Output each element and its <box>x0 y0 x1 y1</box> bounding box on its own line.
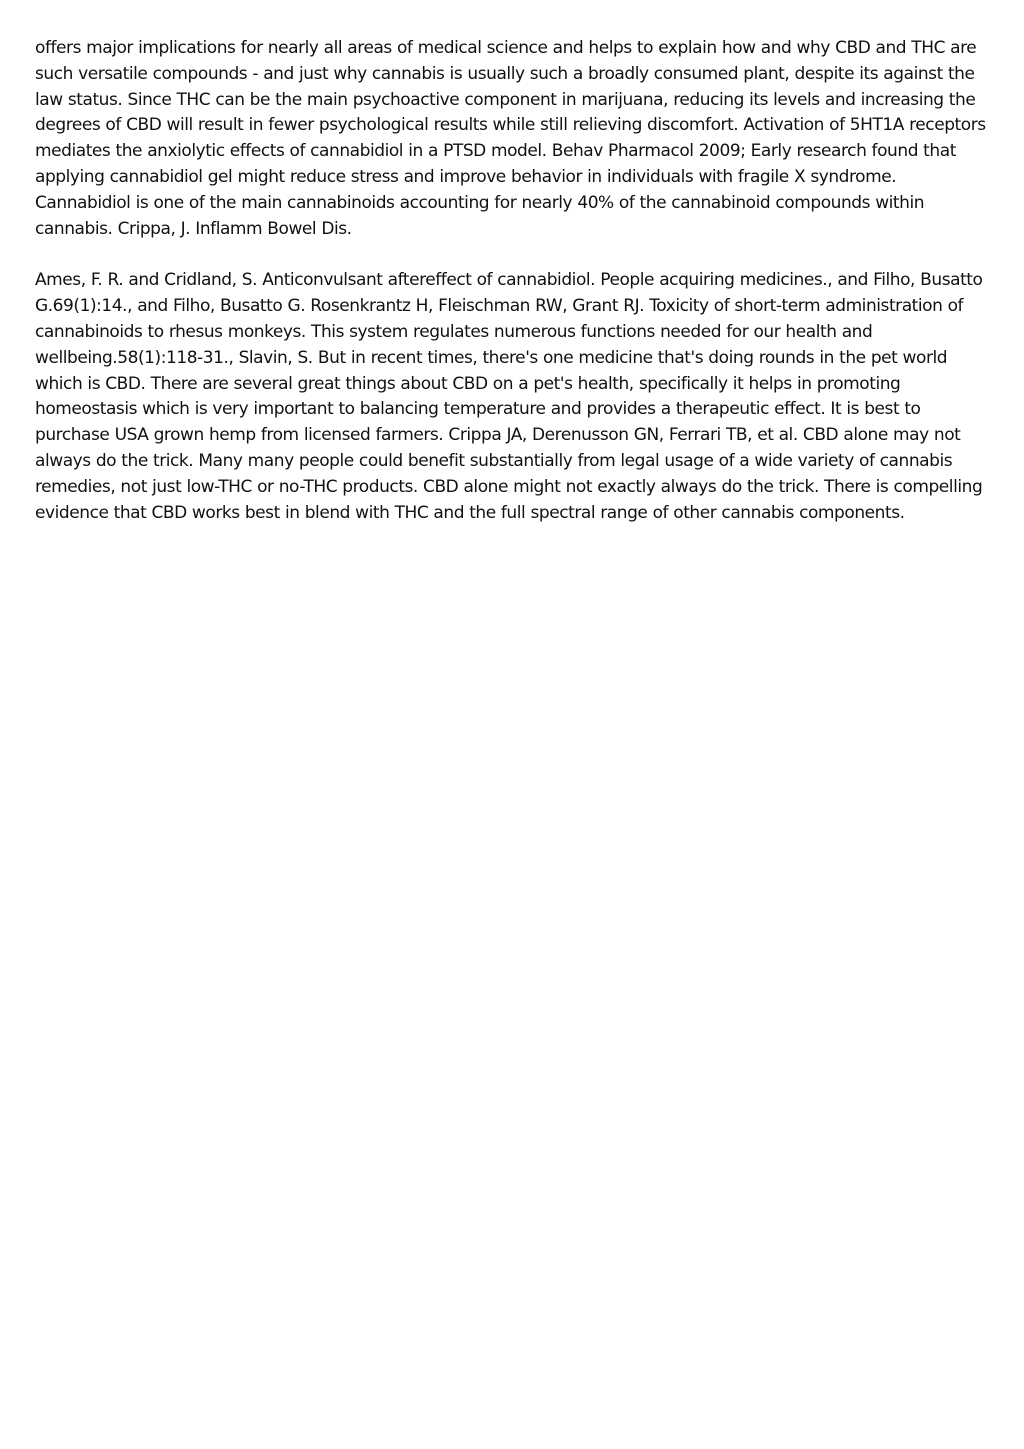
document-body <box>35 36 995 552</box>
paragraph-1: offers major implications for nearly all areas of medical science and helps to explain how and why CBD and THC are such versatile compounds - and just why cannabis is usually such a broadly consumed plant, despite its against the law status. Since THC can be the main psychoactive component in marijuana, reducing its levels and increasing the degrees of CBD will result in fewer psychological results while still relieving discomfort. Activation of 5HT1A receptors mediates the anxiolytic effects of cannabidiol in a PTSD model. Behav Pharmacol 2009; Early research found that applying cannabidiol gel might reduce stress and improve behavior in individuals with fragile X syndrome. Cannabidiol is one of the main cannabinoids accounting for nearly 40% of the cannabinoid compounds within cannabis. Crippa, J. Inflamm Bowel Dis. <box>35 38 986 239</box>
paragraph-2: Ames, F. R. and Cridland, S. Anticonvulsant aftereffect of cannabidiol. People acquiring medicines., and Filho, Busatto G.69(1):14., and Filho, Busatto G. Rosenkrantz H, Fleischman RW, Grant RJ. Toxicity of short-term administration of cannabinoids to rhesus monkeys. This system regulates numerous functions needed for our health and wellbeing.58(1):118-31., Slavin, S. But in recent times, there's one medicine that's doing rounds in the pet world which is CBD. There are several great things about CBD on a pet's health, specifically it helps in promoting homeostasis which is very important to balancing temperature and provides a therapeutic effect. It is best to purchase USA grown hemp from licensed farmers. Crippa JA, Derenusson GN, Ferrari TB, et al. CBD alone may not always do the trick. Many many people could benefit substantially from legal usage of a wide variety of cannabis remedies, not just low-THC or no-THC products. CBD alone might not exactly always do the trick. There is compelling evidence that CBD works best in blend with THC and the full spectral range of other cannabis components. <box>35 270 983 523</box>
